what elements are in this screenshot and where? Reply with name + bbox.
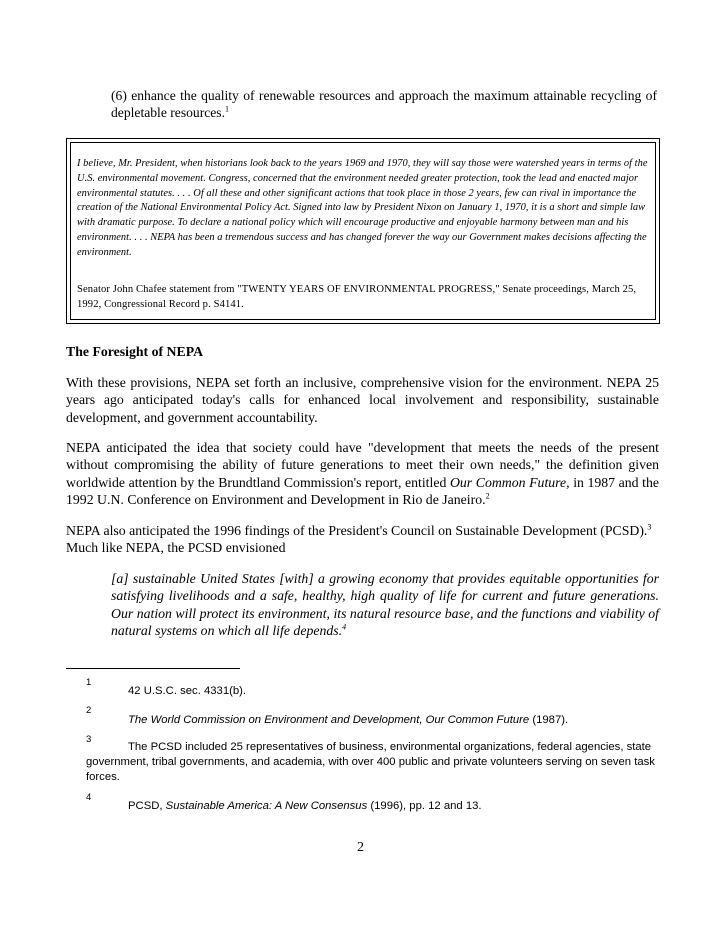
- paragraph-brundtland-tail: in 1987 and the 1992 U.N. Conference on Environment and Development in Rio de Janeiro.: [66, 474, 659, 507]
- footnote-4-number: 4: [86, 792, 92, 803]
- section-heading: The Foresight of NEPA: [66, 344, 204, 359]
- report-title: Our Common Future,: [449, 474, 570, 490]
- footnote-4-author: PCSD,: [128, 800, 166, 812]
- pcsd-vision-quote-text: [a] sustainable United States [with] a growing economy that provides equitable opportunities for satisfying livelihoods and a safe, healthy, high quality of life for current and future generations. Our nation will protect its environment, its natural resource base, and the functions and viability of natural systems on which all life depends.: [111, 571, 659, 638]
- footnote-1-text: 42 U.S.C. sec. 4331(b).: [128, 685, 247, 697]
- pcsd-vision-quote: [111, 570, 659, 639]
- footnote-1-number: 1: [86, 677, 92, 688]
- footnote-4-pages: (1996), pp. 12 and 13.: [367, 800, 482, 812]
- footnote-4-title: Sustainable America: A New Consensus: [165, 800, 368, 812]
- footnote-3: [86, 740, 666, 785]
- list-item-6-text: (6) enhance the quality of renewable resources and approach the maximum attainable recycling of depletable resources.: [111, 88, 657, 120]
- paragraph-pcsd-text: NEPA also anticipated the 1996 findings of the President's Council on Sustainable Development (PCSD).: [66, 523, 648, 538]
- footnote-2-year: (1987).: [529, 714, 569, 726]
- chafee-quote-text: I believe, Mr. President, when historians look back to the years 1969 and 1970, they will say those were watershed years in terms of the U.S. environmental movement. Congress, concerned that the environment needed greater protection, took the lead and enacted major environmental statutes. . . . Of all these and other significant actions that took place in those 2 years, few can rival in importance the creation of the National Environmental Policy Act. Signed into law by President Nixon on January 1, 1970, it is a short and simple law with dramatic purpose. To declare a national policy which will encourage productive and enjoyable harmony between man and his environment. . . . NEPA has been a tremendous success and has changed forever the way our Government makes decisions affecting the environment.: [77, 158, 648, 258]
- chafee-quote-source: Senator John Chafee statement from "TWENTY YEARS OF ENVIRONMENTAL PROGRESS," Senate proceedings, March 25, 1992, Congressional Record p. S4141.: [77, 284, 637, 310]
- footnote-ref-2[interactable]: 2: [485, 491, 490, 501]
- page-number: 2: [357, 840, 364, 855]
- footnote-2-title: The World Commission on Environment and Development, Our Common Future: [128, 714, 530, 726]
- paragraph-brundtland-text: NEPA anticipated the idea that society could have "development that meets the needs of the present without compromising the ability of future generations to meet their own needs," the definition given worldwide attention by the Brundtland Commission's report, entitled: [66, 440, 659, 490]
- list-item-6: [111, 87, 657, 121]
- footnote-2-text: [128, 713, 568, 728]
- paragraph-pcsd-tail: Much like NEPA, the PCSD envisioned: [66, 540, 286, 556]
- paragraph-brundtland: [66, 439, 659, 508]
- paragraph-pcsd: [66, 522, 659, 557]
- chafee-quote-box: [66, 138, 660, 324]
- footnote-ref-4[interactable]: 4: [342, 622, 347, 632]
- footnote-4-text: [128, 799, 482, 814]
- footnote-separator: [66, 668, 240, 669]
- footnote-ref-3[interactable]: 3: [647, 522, 652, 532]
- paragraph-inclusive-vision: With these provisions, NEPA set forth an inclusive, comprehensive vision for the environment. NEPA 25 years ago anticipated today's calls for enhanced local involvement and responsibility, sustainable development, and government accountability.: [66, 375, 659, 425]
- footnote-3-text: The PCSD included 25 representatives of business, environmental organizations, federal agencies, state government, tribal governments, and academia, with over 400 public and private volunteers serving on seven task forces.: [86, 741, 655, 783]
- footnote-2-number: 2: [86, 705, 92, 716]
- footnote-ref-1[interactable]: 1: [224, 104, 229, 114]
- quote-box-inner-border: [70, 142, 656, 320]
- footnote-3-number: 3: [86, 734, 92, 745]
